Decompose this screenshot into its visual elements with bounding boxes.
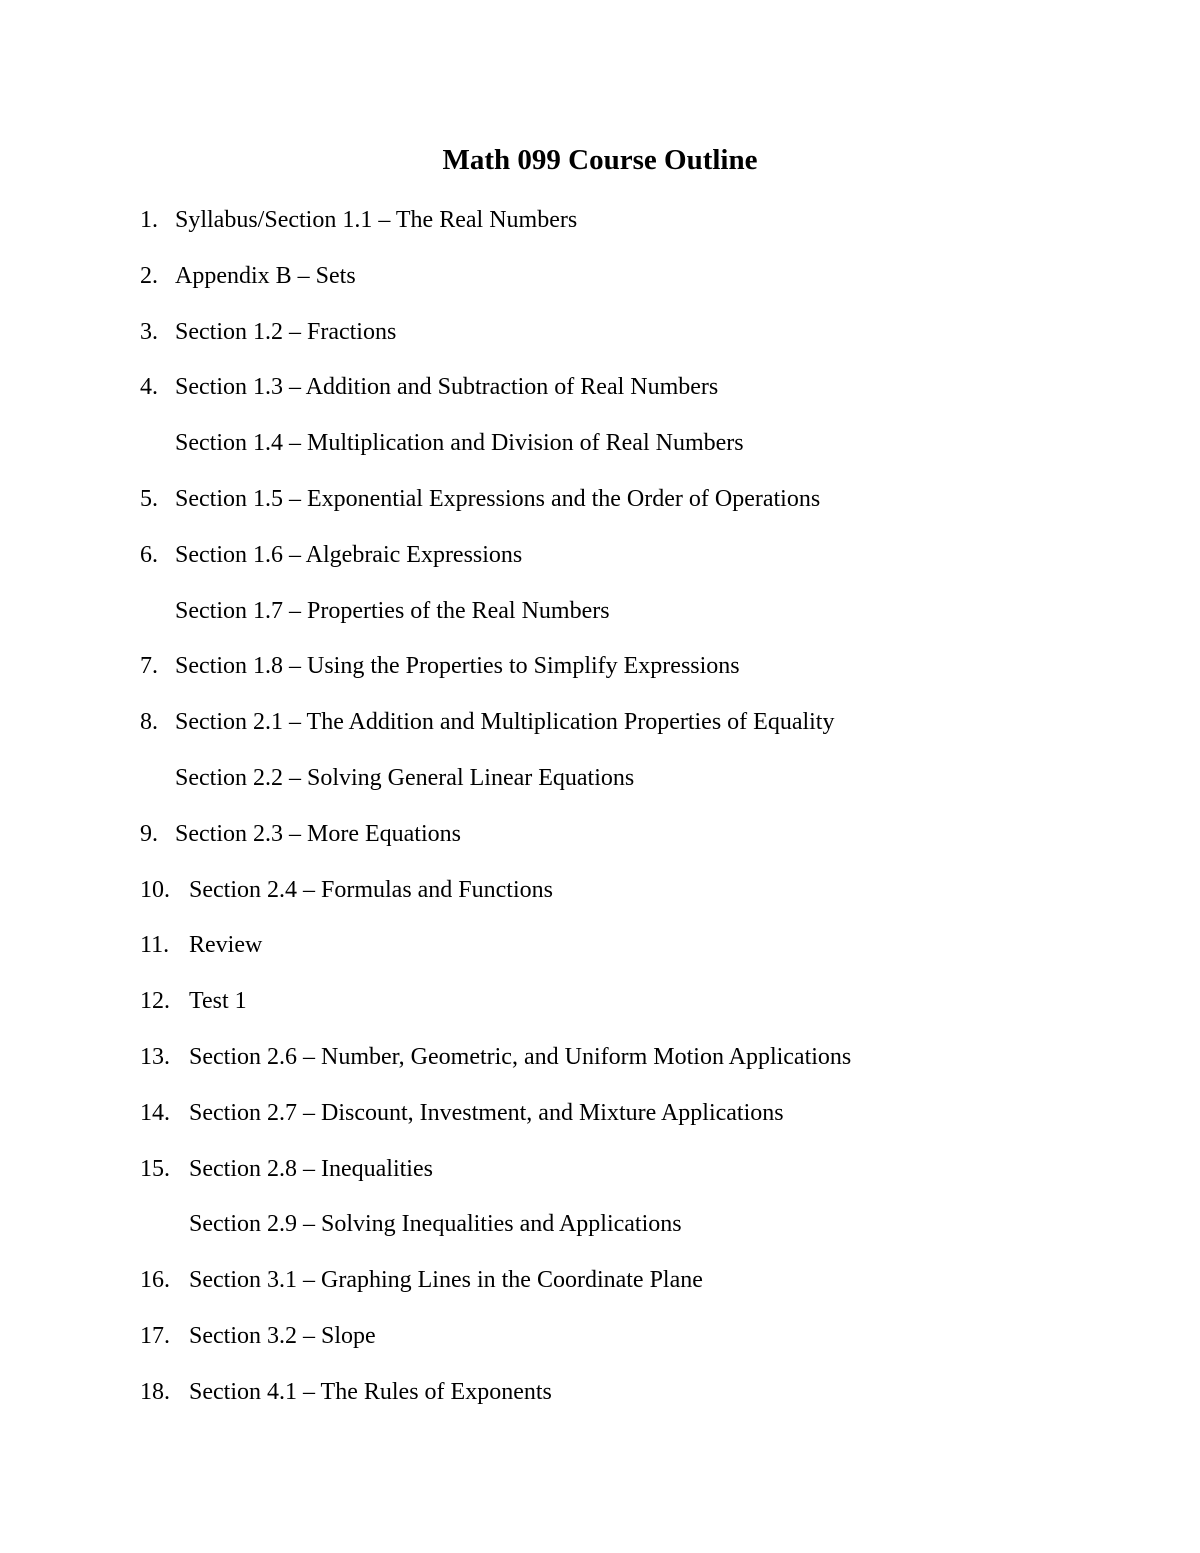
item-text: Section 1.3 – Addition and Subtraction of Real Numbers [175,374,719,401]
item-number: 7. [140,653,158,680]
item-text: Section 2.7 – Discount, Investment, and Mixture Applications [189,1099,784,1126]
item-text: Section 2.6 – Number, Geometric, and Uniform Motion Applications [189,1043,852,1070]
item-text: Section 1.5 – Exponential Expressions and the Order of Operations [175,485,821,512]
item-text: Section 2.9 – Solving Inequalities and Applications [189,1211,682,1238]
page-title: Math 099 Course Outline [442,144,758,176]
item-number: 12. [140,988,170,1015]
item-text: Section 1.2 – Fractions [175,318,397,345]
outline-item [0,479,1200,535]
item-number: 15. [140,1155,170,1182]
item-number: 11. [140,932,170,959]
outline-item [0,535,1200,591]
outline-item [0,367,1200,423]
outline-item [0,312,1200,368]
item-text: Section 2.1 – The Addition and Multiplication Properties of Equality [175,709,835,736]
item-number: 16. [140,1267,170,1294]
outline-item [0,702,1200,758]
outline-item [0,200,1200,256]
outline-item [0,981,1200,1037]
item-text: Section 1.4 – Multiplication and Division of Real Numbers [175,430,744,457]
item-text: Review [189,932,263,959]
item-number: 10. [140,876,170,903]
outline-subitem [0,591,1200,647]
item-text: Section 4.1 – The Rules of Exponents [189,1378,552,1405]
course-outline-list [0,200,1200,1428]
item-text: Test 1 [189,988,247,1015]
outline-item [0,870,1200,926]
outline-item [0,1260,1200,1316]
item-text: Section 1.6 – Algebraic Expressions [175,541,523,568]
item-number: 18. [140,1378,170,1405]
item-text: Section 1.7 – Properties of the Real Numbers [175,597,610,624]
item-text: Section 1.8 – Using the Properties to Simplify Expressions [175,653,740,680]
item-number: 1. [140,207,158,233]
item-number: 2. [140,262,158,289]
item-number: 6. [140,541,158,568]
item-text: Appendix B – Sets [175,262,356,289]
outline-item [0,1093,1200,1149]
outline-item [0,925,1200,981]
item-text: Syllabus/Section 1.1 – The Real Numbers [175,207,578,233]
item-number: 13. [140,1043,170,1070]
outline-subitem [0,423,1200,479]
outline-item [0,1372,1200,1428]
outline-subitem [0,1204,1200,1260]
item-number: 17. [140,1322,170,1349]
item-text: Section 3.1 – Graphing Lines in the Coordinate Plane [189,1267,703,1294]
outline-item [0,256,1200,312]
outline-item [0,1316,1200,1372]
item-text: Section 2.4 – Formulas and Functions [189,876,553,903]
outline-item [0,1149,1200,1205]
item-number: 14. [140,1099,170,1126]
item-number: 5. [140,485,158,512]
item-number: 9. [140,820,158,847]
item-number: 8. [140,709,158,736]
item-text: Section 2.3 – More Equations [175,820,461,847]
item-text: Section 2.2 – Solving General Linear Equations [175,764,635,791]
item-number: 3. [140,318,158,345]
outline-item [0,814,1200,870]
item-text: Section 3.2 – Slope [189,1322,376,1349]
item-text: Section 2.8 – Inequalities [189,1155,433,1182]
outline-item [0,1037,1200,1093]
outline-subitem [0,758,1200,814]
outline-item [0,646,1200,702]
item-number: 4. [140,374,158,401]
